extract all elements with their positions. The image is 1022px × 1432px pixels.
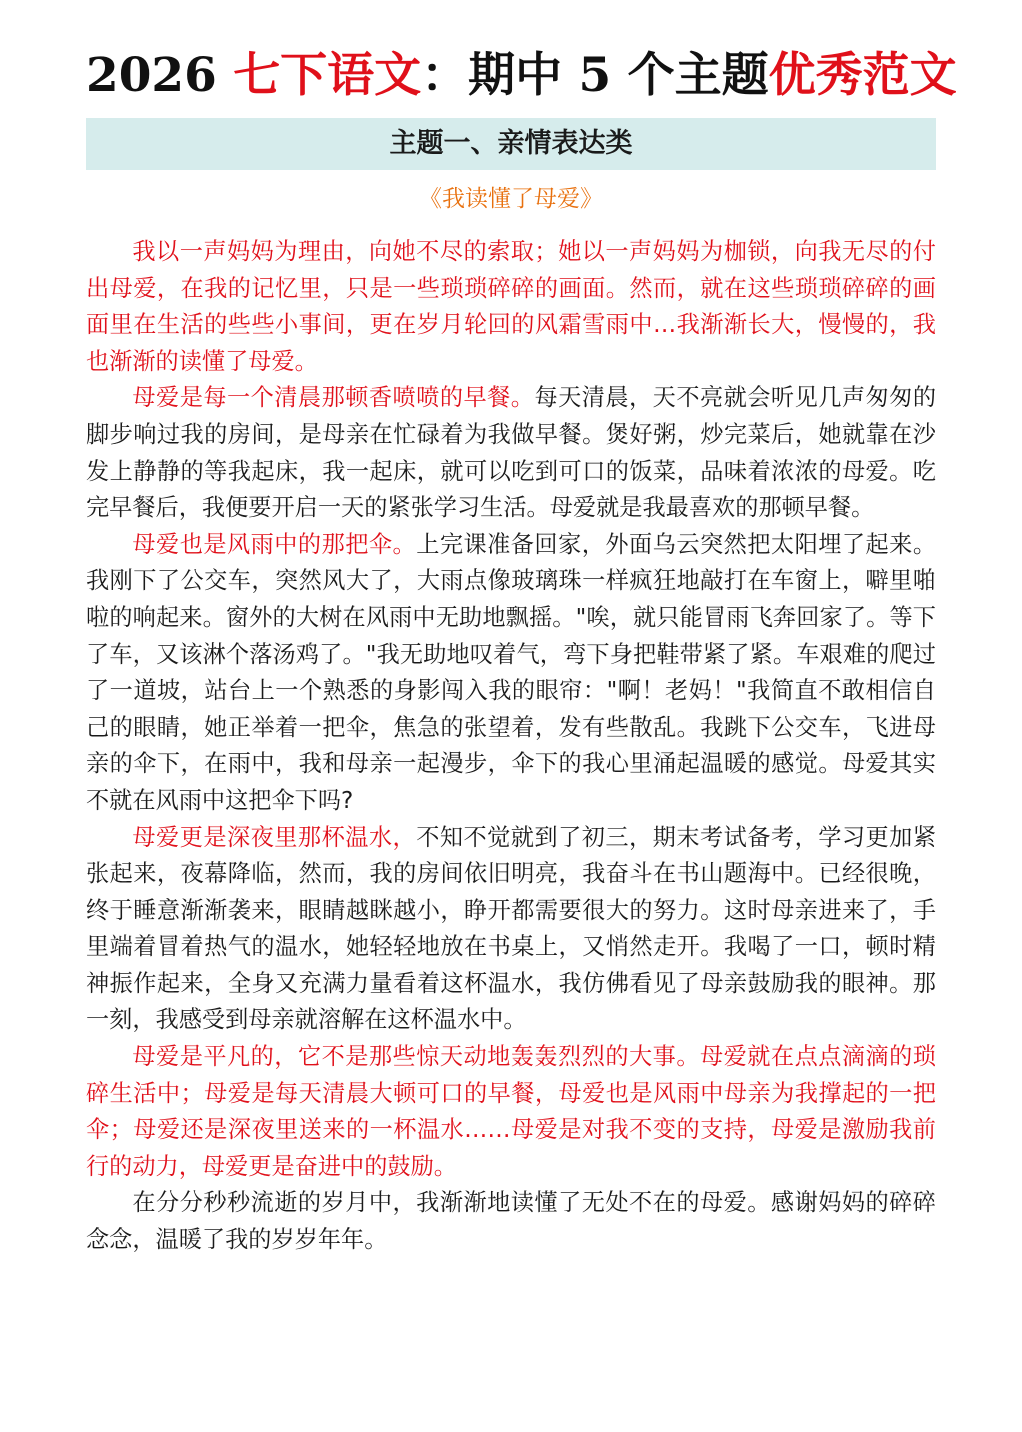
page-title [86,0,957,112]
title-year: 2026 [86,48,234,103]
paragraph-4-text: 不知不觉就到了初三，期末考试备考，学习更加紧张起来，夜幕降临，然而，我的房间依旧明亮，我奋斗在书山题海中。已经很晚，终于睡意渐渐袭来，眼睛越眯越小，睁开都需要很大的努力。这时母亲进来了，手里端着冒着热气的温水，她轻轻地放在书桌上，又悄然走开。我喝了一口，顿时精神振作起来，全身又充满力量看着这杯温水，我仿佛看见了母亲鼓励我的眼神。那一刻，我感受到母亲就溶解在这杯温水中。 [86,823,937,1034]
title-highlight: 优秀范文 [768,48,957,103]
paragraph-2-text: 每天清晨，天不亮就会听见几声匆匆的脚步响过我的房间，是母亲在忙碌着为我做早餐。煲好粥，炒完菜后，她就靠在沙发上静静的等我起床，我一起床，就可以吃到可口的饭菜，品味着浓浓的母爱。吃完早餐后，我便要开启一天的紧张学习生活。母爱就是我最喜欢的那顿早餐。 [86,384,937,522]
paragraph-5 [86,1039,936,1185]
paragraph-2 [86,380,936,526]
essay-title: 《我读懂了母爱》 [419,186,603,212]
essay-body [86,234,936,1259]
paragraph-3-text: 上完课准备回家，外面乌云突然把太阳埋了起来。我刚下了公交车，突然风大了，大雨点像玻璃珠一样疯狂地敲打在车窗上，噼里啪啦的响起来。窗外的大树在风雨中无助地飘摇。"唉，就只能冒雨飞奔回家了。等下了车，又该淋个落汤鸡了。"我无助地叹着气，弯下身把鞋带紧了紧。车艰难的爬过了一道坡，站台上一个熟悉的身影闯入我的眼帘："啊！老妈！"我简直不敢相信自己的眼睛，她正举着一把伞，焦急的张望着，发有些散乱。我跳下公交车，飞进母亲的伞下，在雨中，我和母亲一起漫步，伞下的我心里涌起温暖的感觉。母爱其实不就在风雨中这把伞下吗? [86,530,937,814]
paragraph-3-lead: 母爱也是风雨中的那把伞。 [132,530,417,558]
section-banner: 主题一、亲情表达类 [86,118,936,170]
paragraph-6-text: 在分分秒秒流逝的岁月中，我渐渐地读懂了无处不在的母爱。感谢妈妈的碎碎念念，温暖了我的岁岁年年。 [86,1189,936,1254]
paragraph-4 [86,820,936,1040]
paragraph-1 [86,234,936,380]
paragraph-6 [86,1185,936,1258]
paragraph-1-red: 我以一声妈妈为理由，向她不尽的索取；她以一声妈妈为枷锁，向我无尽的付出母爱，在我的记忆里，只是一些琐琐碎碎的画面。然而，就在这些琐琐碎碎的画面里在生活的些些小事间，更在岁月轮回的风霜雪雨中…我渐渐长大，慢慢的，我也渐渐的读懂了母爱。 [86,238,936,375]
paragraph-4-lead: 母爱更是深夜里那杯温水， [132,823,417,851]
title-subject: 七下语文 [233,48,422,103]
paragraph-3 [86,527,936,820]
paragraph-5-red: 母爱是平凡的，它不是那些惊天动地轰轰烈烈的大事。母爱就在点点滴滴的琐碎生活中；母爱是每天清晨大顿可口的早餐，母爱也是风雨中母亲为我撑起的一把伞；母爱还是深夜里送来的一杯温水……母爱是对我不变的支持，母爱是激励我前行的动力，母爱更是奋进中的鼓励。 [86,1043,936,1180]
title-middle: ：期中 5 个主题 [421,48,769,103]
paragraph-2-lead: 母爱是每一个清晨那顿香喷喷的早餐。 [132,384,535,412]
